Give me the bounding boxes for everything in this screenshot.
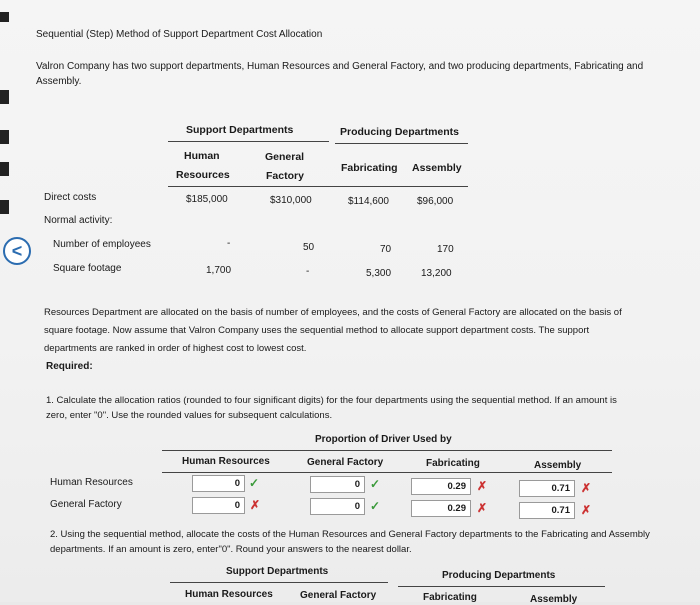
ratio-input-gf-hr[interactable]: 0	[192, 497, 245, 514]
sqft-hr: 1,700	[206, 265, 232, 276]
col-general-factory: General Factory	[307, 457, 384, 468]
employees-hr: -	[227, 238, 231, 249]
row-label-employees: Number of employees	[53, 239, 151, 250]
edge-bar	[0, 130, 9, 144]
header-support-departments: Support Departments	[226, 566, 329, 577]
divider	[162, 450, 612, 451]
edge-bar	[0, 12, 9, 22]
col-fabricating: Fabricating	[423, 592, 477, 603]
edge-bar	[0, 200, 9, 214]
x-mark-icon: ✗	[581, 503, 592, 517]
col-human-resources: Human Resources	[182, 456, 270, 467]
ratio-input-hr-asm[interactable]: 0.71	[519, 480, 575, 497]
col-general: General	[265, 151, 305, 163]
col-resources: Resources	[176, 169, 230, 181]
header-proportion-of-driver: Proportion of Driver Used by	[315, 434, 452, 445]
question-2-text: departments. If an amount is zero, enter"0". Round your answers to the nearest dollar.	[50, 544, 412, 555]
x-mark-icon: ✗	[581, 481, 592, 495]
col-general-factory: General Factory	[300, 590, 377, 601]
employees-fab: 70	[380, 244, 392, 255]
edge-bar	[0, 90, 9, 104]
divider	[170, 582, 388, 583]
intro-text: Valron Company has two support departments, Human Resources and General Factory, and two producing departments, Fabricating and	[36, 61, 644, 72]
x-mark-icon: ✗	[477, 501, 488, 515]
direct-costs-fab: $114,600	[348, 196, 389, 207]
back-nav-button[interactable]	[3, 237, 31, 265]
description-text: Resources Department are allocated on the basis of number of employees, and the costs of General Factory are allocated on the basis of	[44, 307, 622, 318]
divider	[335, 143, 468, 144]
x-mark-icon: ✗	[250, 498, 261, 512]
check-icon: ✓	[249, 476, 260, 490]
col-human: Human	[184, 150, 220, 162]
x-mark-icon: ✗	[477, 479, 488, 493]
divider	[168, 141, 329, 142]
col-fabricating: Fabricating	[426, 458, 480, 469]
ratio-input-gf-gf[interactable]: 0	[310, 498, 365, 515]
row-label-human-resources: Human Resources	[50, 477, 133, 488]
sqft-fab: 5,300	[366, 268, 392, 279]
col-assembly: Assembly	[412, 162, 462, 174]
col-human-resources: Human Resources	[185, 589, 273, 600]
direct-costs-asm: $96,000	[417, 196, 454, 207]
header-support-departments: Support Departments	[186, 124, 294, 136]
question-1-text: zero, enter "0". Use the rounded values for subsequent calculations.	[46, 410, 333, 421]
page-title: Sequential (Step) Method of Support Department Cost Allocation	[36, 29, 323, 40]
question-1-text: 1. Calculate the allocation ratios (rounded to four significant digits) for the four departments using the sequential method. If an amount is	[46, 395, 617, 406]
col-assembly: Assembly	[534, 460, 582, 471]
direct-costs-gf: $310,000	[270, 195, 312, 206]
check-icon: ✓	[370, 477, 381, 491]
description-text: square footage. Now assume that Valron Company uses the sequential method to allocate support department costs. The support	[44, 325, 590, 336]
required-heading: Required:	[46, 361, 93, 372]
row-label-general-factory: General Factory	[50, 499, 122, 510]
employees-asm: 170	[437, 244, 454, 255]
row-label-normal-activity: Normal activity:	[44, 215, 113, 226]
ratio-input-gf-asm[interactable]: 0.71	[519, 502, 575, 519]
employees-gf: 50	[303, 242, 315, 253]
col-fabricating: Fabricating	[341, 162, 398, 174]
col-factory: Factory	[266, 170, 304, 182]
direct-costs-hr: $185,000	[186, 194, 228, 205]
check-icon: ✓	[370, 499, 381, 513]
intro-text: Assembly.	[36, 76, 82, 87]
ratio-input-hr-gf[interactable]: 0	[310, 476, 365, 493]
chevron-left-icon: <	[11, 240, 23, 261]
header-producing-departments: Producing Departments	[340, 126, 460, 138]
edge-bar	[0, 162, 9, 176]
divider	[162, 472, 612, 473]
ratio-input-gf-fab[interactable]: 0.29	[411, 500, 471, 517]
question-2-text: 2. Using the sequential method, allocate the costs of the Human Resources and General Factory departments to the Fabricating and Assembly	[50, 529, 650, 540]
row-label-direct-costs: Direct costs	[44, 192, 97, 203]
col-assembly: Assembly	[530, 594, 578, 605]
divider	[398, 586, 605, 587]
ratio-input-hr-fab[interactable]: 0.29	[411, 478, 471, 495]
header-producing-departments: Producing Departments	[442, 570, 556, 581]
description-text: departments are ranked in order of highest cost to lowest cost.	[44, 343, 307, 354]
sqft-gf: -	[306, 266, 310, 277]
ratio-input-hr-hr[interactable]: 0	[192, 475, 245, 492]
sqft-asm: 13,200	[421, 268, 452, 279]
row-label-square-footage: Square footage	[53, 263, 122, 274]
divider	[168, 186, 468, 187]
